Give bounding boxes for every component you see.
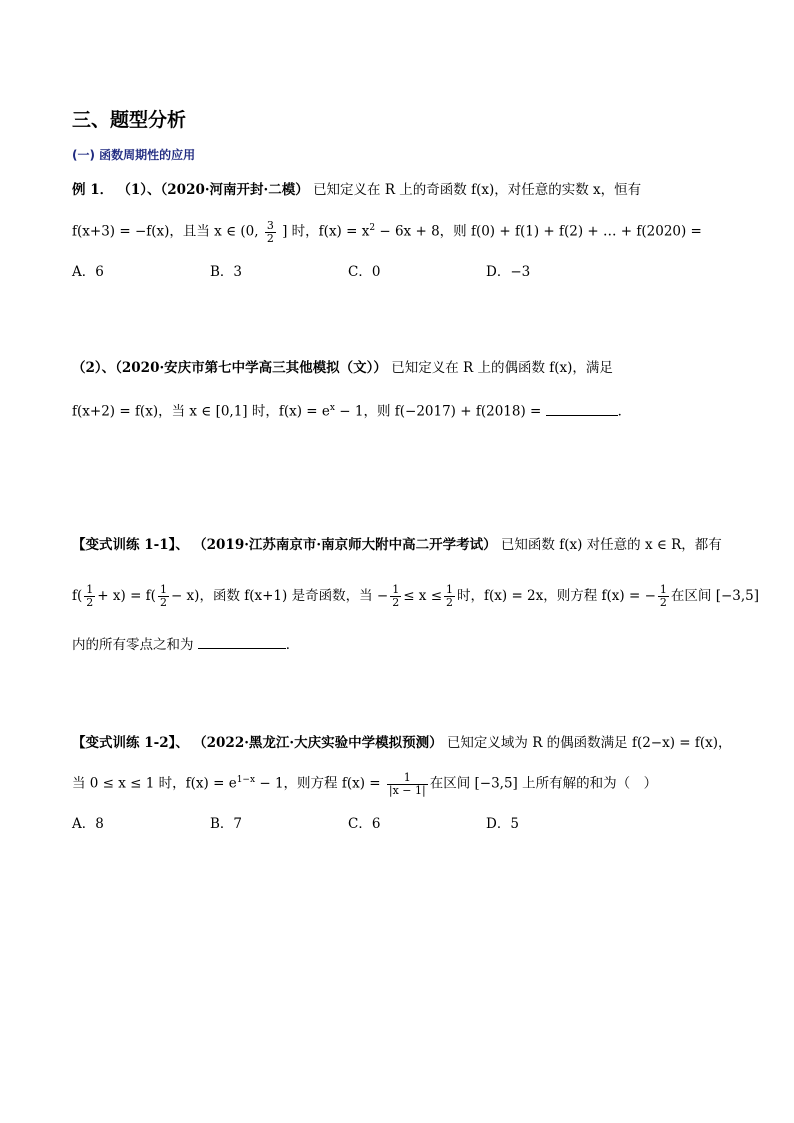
ex1-part2-stem: （2）、（2020·安庆市第七中学高三其他模拟（文）） 已知定义在 R 上的偶函数 f(x)，满足: [72, 360, 613, 376]
subsection-title: (一) 函数周期性的应用: [72, 148, 196, 162]
choice-a[interactable]: A．8: [72, 816, 104, 832]
var2-stem: 【变式训练 1-2】、 （2022·黑龙江·大庆实验中学模拟预测） 已知定义域为 R 的偶函数满足 f(2−x) = f(x)，: [72, 735, 732, 751]
choice-b[interactable]: B．7: [210, 816, 243, 832]
choice-c[interactable]: C．0: [348, 264, 381, 280]
ex1-part2-condition: f(x+2) = f(x)，当 x ∈ [0,1] 时，$f(x) = e^x - 1$，则 f(−2017) + f(2018) = ．: [72, 398, 631, 422]
section-title: 三、题型分析: [72, 109, 187, 131]
var1-condition: f( $\frac{1}{2}$ + x) = f( $\frac{1}{2}$ − x)，函数 f(x+1) 是奇函数，当 − $\frac{1}{2}$ ≤ x ≤ $\frac{1}{2}$ 时，f(x) = 2x，则方程 f(x) = − $\frac{1}{2}$ 在区间 [−3,5]: [72, 583, 760, 609]
choice-d[interactable]: D．−3: [486, 264, 531, 280]
var1-stem: 【变式训练 1-1】、 （2019·江苏南京市·南京师大附中高二开学考试） 已知函数 f(x) 对任意的 x ∈ R，都有: [72, 537, 722, 553]
ex1-part2-source: （2）、（2020·安庆市第七中学高三其他模拟（文））: [72, 360, 387, 376]
ex1-label: 例 1．: [72, 182, 114, 198]
answer-blank[interactable]: [546, 401, 618, 416]
choice-a[interactable]: A．6: [72, 264, 104, 280]
answer-blank[interactable]: [198, 634, 286, 649]
ex1-part1-condition: f(x+3) = −f(x)，且当 x ∈ (0, $\frac{3}{2}$ ] 时，$f(x) = x^2 - 6x + 8$，则 f(0) + f(1) + f(2) + … + f(2020) =: [72, 218, 702, 245]
choice-b[interactable]: B．3: [210, 264, 243, 280]
var1-question: 内的所有零点之和为 ．: [72, 634, 299, 655]
var2-source: （2022·黑龙江·大庆实验中学模拟预测）: [193, 735, 443, 751]
var2-label: 【变式训练 1-2】、: [72, 735, 189, 751]
var1-label: 【变式训练 1-1】、: [72, 537, 189, 553]
ex1-part1-text: 已知定义在 R 上的奇函数 f(x)，对任意的实数 x，恒有: [313, 182, 642, 198]
var2-condition: 当 0 ≤ x ≤ 1 时，$f(x) = e^{1-x} - 1$，则方程 f(x) = $\frac{1}{|x - 1|}$ 在区间 [−3,5] 上所有解的和为（ ）: [72, 770, 658, 797]
choice-c[interactable]: C．6: [348, 816, 381, 832]
var1-source: （2019·江苏南京市·南京师大附中高二开学考试）: [193, 537, 497, 553]
ex1-part1-stem: [72, 180, 641, 200]
choice-d[interactable]: D．5: [486, 816, 519, 832]
fraction-three-halves: $\frac{3}{2}$: [266, 218, 274, 245]
ex1-part1-source: （1）、（2020·河南开封·二模）: [117, 182, 309, 198]
fraction-one-over-abs: $\frac{1}{|x - 1|}$: [388, 770, 426, 797]
